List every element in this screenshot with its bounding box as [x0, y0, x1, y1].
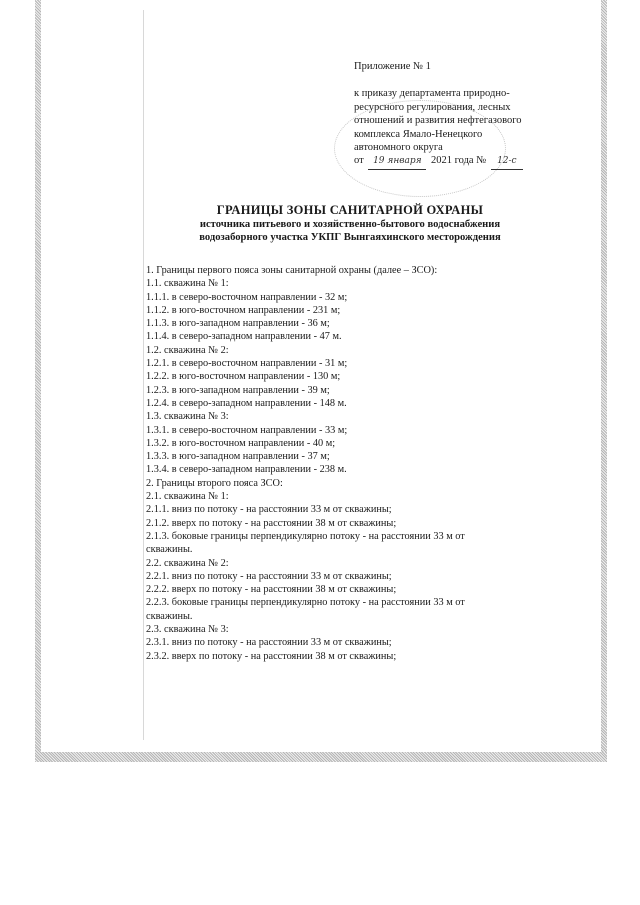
heading-title: ГРАНИЦЫ ЗОНЫ САНИТАРНОЙ ОХРАНЫ [216, 203, 484, 217]
appendix-line: к приказу департамента природно- [354, 88, 510, 100]
body-line: 1.1.3. в юго-западном направлении - 36 м; [146, 318, 330, 330]
body-line: 2.1.1. вниз по потоку - на расстоянии 33 м от скважины; [146, 504, 392, 516]
body-line: 1.2.1. в северо-восточном направлении - 31 м; [146, 358, 348, 370]
heading-subtitle-2: водозаборного участка УКПГ Вынгаяхинского месторождения [199, 232, 501, 243]
body-line: 1.2.3. в юго-западном направлении - 39 м; [146, 384, 330, 396]
document-body [146, 264, 558, 663]
body-line: 1.2.4. в северо-западном направлении - 148 м. [146, 397, 347, 409]
body-line: 1.3.1. в северо-восточном направлении - 33 м; [146, 424, 348, 436]
body-line: 2.2.1. вниз по потоку - на расстоянии 33 м от скважины; [146, 570, 392, 582]
body-line: 2.1.2. вверх по потоку - на расстоянии 38 м от скважины; [146, 517, 397, 529]
scan-edge-left [35, 0, 41, 762]
handwritten-order-number: 12-с [491, 155, 523, 169]
body-line: 1.3.3. в юго-западном направлении - 37 м; [146, 451, 330, 463]
body-line: 2.3. скважина № 3: [146, 624, 229, 636]
page-fold-line [143, 10, 144, 740]
body-line: 1.1.1. в северо-восточном направлении - 32 м; [146, 291, 348, 303]
body-line: 2.2.3. боковые границы перпендикулярно потоку - на расстоянии 33 м от [146, 597, 465, 609]
body-line: 2.2. скважина № 2: [146, 557, 229, 569]
body-line: 2.2.2. вверх по потоку - на расстоянии 38 м от скважины; [146, 584, 397, 596]
document-heading [150, 202, 550, 244]
body-line: скважины. [146, 610, 193, 622]
body-line: 1.3.2. в юго-восточном направлении - 40 м; [146, 437, 336, 449]
appendix-line: комплекса Ямало-Ненецкого [354, 128, 483, 140]
date-prefix: от [354, 155, 364, 167]
body-line: 1.2.2. в юго-восточном направлении - 130 м; [146, 371, 341, 383]
order-date-row [354, 154, 564, 169]
body-line: скважины. [146, 544, 193, 556]
body-line: 1. Границы первого пояса зоны санитарной охраны (далее – ЗСО): [146, 265, 438, 276]
body-line: 2. Границы второго пояса ЗСО: [146, 477, 283, 489]
body-line: 1.3. скважина № 3: [146, 411, 229, 423]
body-line: 2.1. скважина № 1: [146, 491, 229, 503]
body-line: 1.1.2. в юго-восточном направлении - 231 м; [146, 304, 341, 316]
body-line: 1.1.4. в северо-западном направлении - 47 м. [146, 331, 342, 343]
appendix-title: Приложение № 1 [354, 61, 431, 72]
appendix-line: отношений и развития нефтегазового [354, 115, 522, 127]
scan-edge-bottom [35, 752, 607, 762]
appendix-line: ресурсного регулирования, лесных [354, 101, 511, 113]
body-line: 1.2. скважина № 2: [146, 344, 229, 356]
scan-edge-right [601, 0, 607, 762]
body-line: 2.3.2. вверх по потоку - на расстоянии 38 м от скважины; [146, 650, 397, 662]
appendix-line: автономного округа [354, 142, 443, 154]
body-line: 1.1. скважина № 1: [146, 278, 229, 290]
body-line: 2.3.1. вниз по потоку - на расстоянии 33 м от скважины; [146, 637, 392, 649]
heading-subtitle-1: источника питьевого и хозяйственно-бытового водоснабжения [199, 219, 501, 230]
body-line: 1.3.4. в северо-западном направлении - 238 м. [146, 464, 347, 476]
date-suffix: 2021 года № [430, 155, 487, 167]
appendix-block [354, 60, 564, 170]
handwritten-date: 19 января [368, 155, 426, 169]
body-line: 2.1.3. боковые границы перпендикулярно потоку - на расстоянии 33 м от [146, 530, 465, 542]
